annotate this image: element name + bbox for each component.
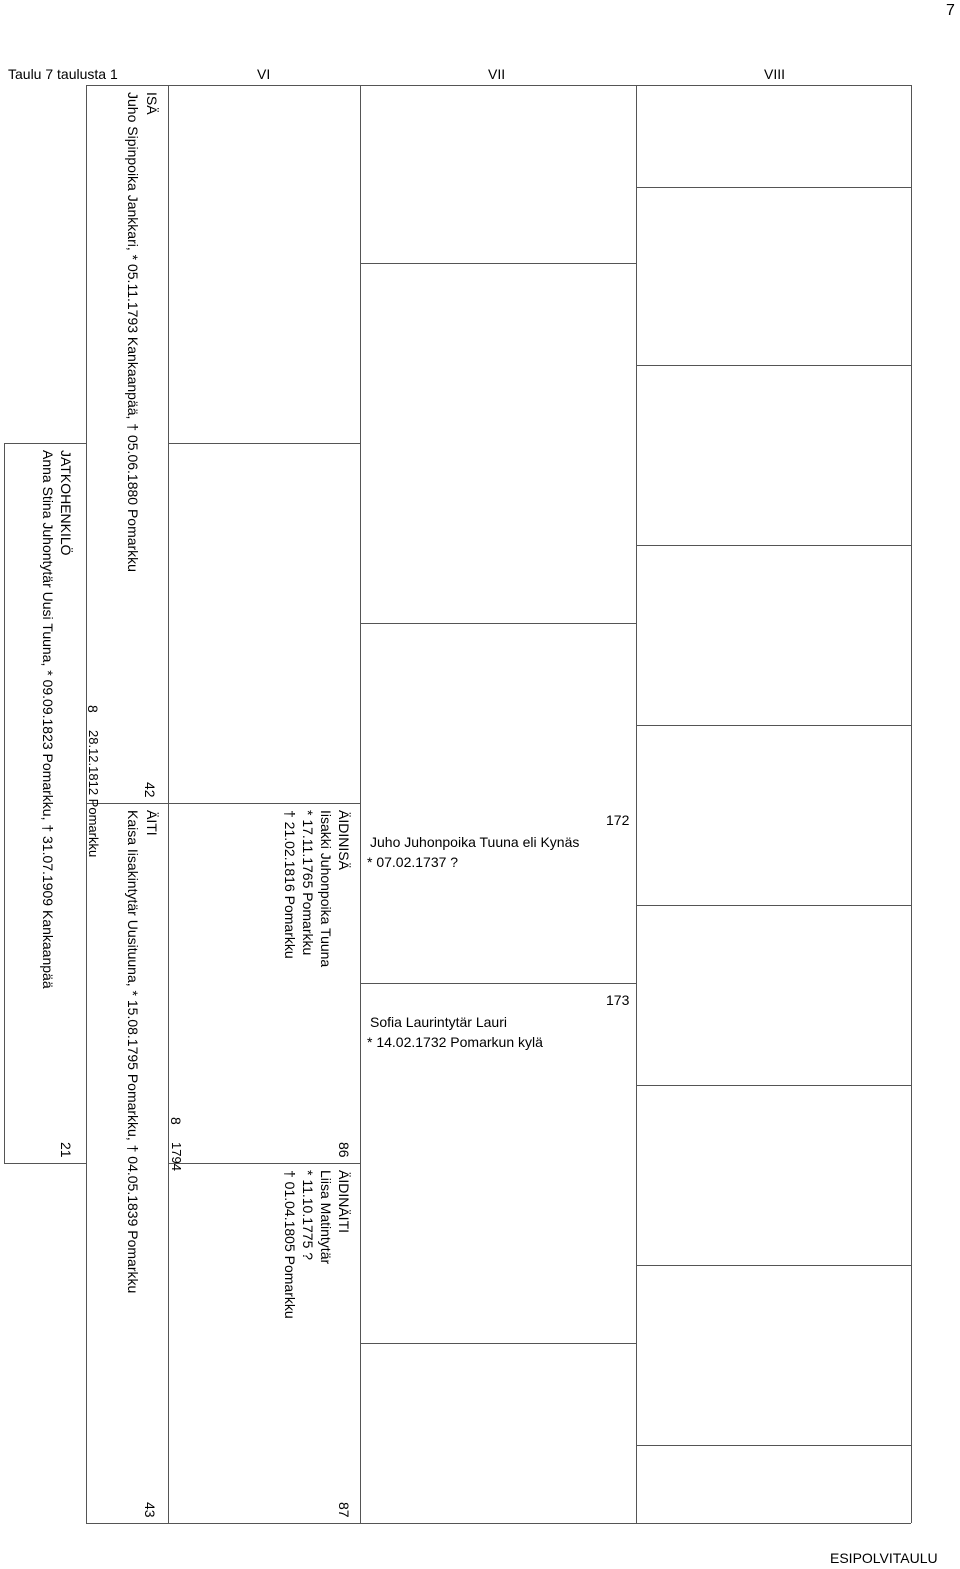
generation-label-vii: VII xyxy=(488,66,506,82)
gen8-mother-name: Sofia Laurintytär Lauri xyxy=(370,1014,507,1030)
parents-children-count: 8 xyxy=(85,705,101,713)
gen8-father-detail: * 07.02.1737 ? xyxy=(367,854,459,870)
grandparents-children-count: 8 xyxy=(168,1117,184,1125)
generation-label-viii: VIII xyxy=(764,66,786,82)
table-label: Taulu 7 taulusta 1 xyxy=(8,66,118,82)
gen8-father-number: 172 xyxy=(606,812,630,828)
mother-details: Kaisa Iisakintytär Uusituuna, * 15.08.1795 Pomarkku, † 04.05.1839 Pomarkku xyxy=(125,810,141,1294)
gen8-mother-detail: * 14.02.1732 Pomarkun kylä xyxy=(367,1034,543,1050)
father-details: Juho Sipinpoika Jankkari, * 05.11.1793 Kankaanpää, † 05.06.1880 Pomarkku xyxy=(125,92,141,572)
mothers-father-name: Iisakki Juhonpoika Tuuna xyxy=(318,810,334,968)
mothers-father-number: 86 xyxy=(336,1142,352,1158)
mother-label: ÄITI xyxy=(144,810,160,836)
mothers-mother-name: Liisa Matintytär xyxy=(318,1170,334,1265)
main-person-label: JATKOHENKILÖ xyxy=(58,450,74,556)
mothers-father-label: ÄIDINISÄ xyxy=(336,810,352,870)
main-person-details: Anna Stina Juhontytär Uusi Tuuna, * 09.09.1823 Pomarkku, † 31.07.1909 Kankaanpää xyxy=(40,450,56,989)
page-number: 7 xyxy=(946,2,955,19)
generation-label-vi: VI xyxy=(257,66,271,82)
mothers-mother-number: 87 xyxy=(336,1502,352,1518)
mother-number: 43 xyxy=(142,1502,158,1518)
main-person-number: 21 xyxy=(58,1142,74,1158)
grandparents-marriage-year: 1794 xyxy=(169,1142,184,1171)
father-label: ISÄ xyxy=(144,92,160,115)
gen8-father-name: Juho Juhonpoika Tuuna eli Kynäs xyxy=(370,834,580,850)
mothers-father-birth: * 17.11.1765 Pomarkku xyxy=(300,810,316,956)
mothers-mother-label: ÄIDINÄITI xyxy=(336,1170,352,1234)
father-number: 42 xyxy=(142,782,158,798)
mothers-father-death: † 21.02.1816 Pomarkku xyxy=(282,810,298,959)
mothers-mother-birth: * 11.10.1775 ? xyxy=(300,1170,316,1261)
footer-label: ESIPOLVITAULU xyxy=(830,1550,938,1566)
mothers-mother-death: † 01.04.1805 Pomarkku xyxy=(282,1170,298,1319)
gen8-mother-number: 173 xyxy=(606,992,630,1008)
parents-marriage-date: 28.12.1812 Pomarkku xyxy=(86,730,101,858)
